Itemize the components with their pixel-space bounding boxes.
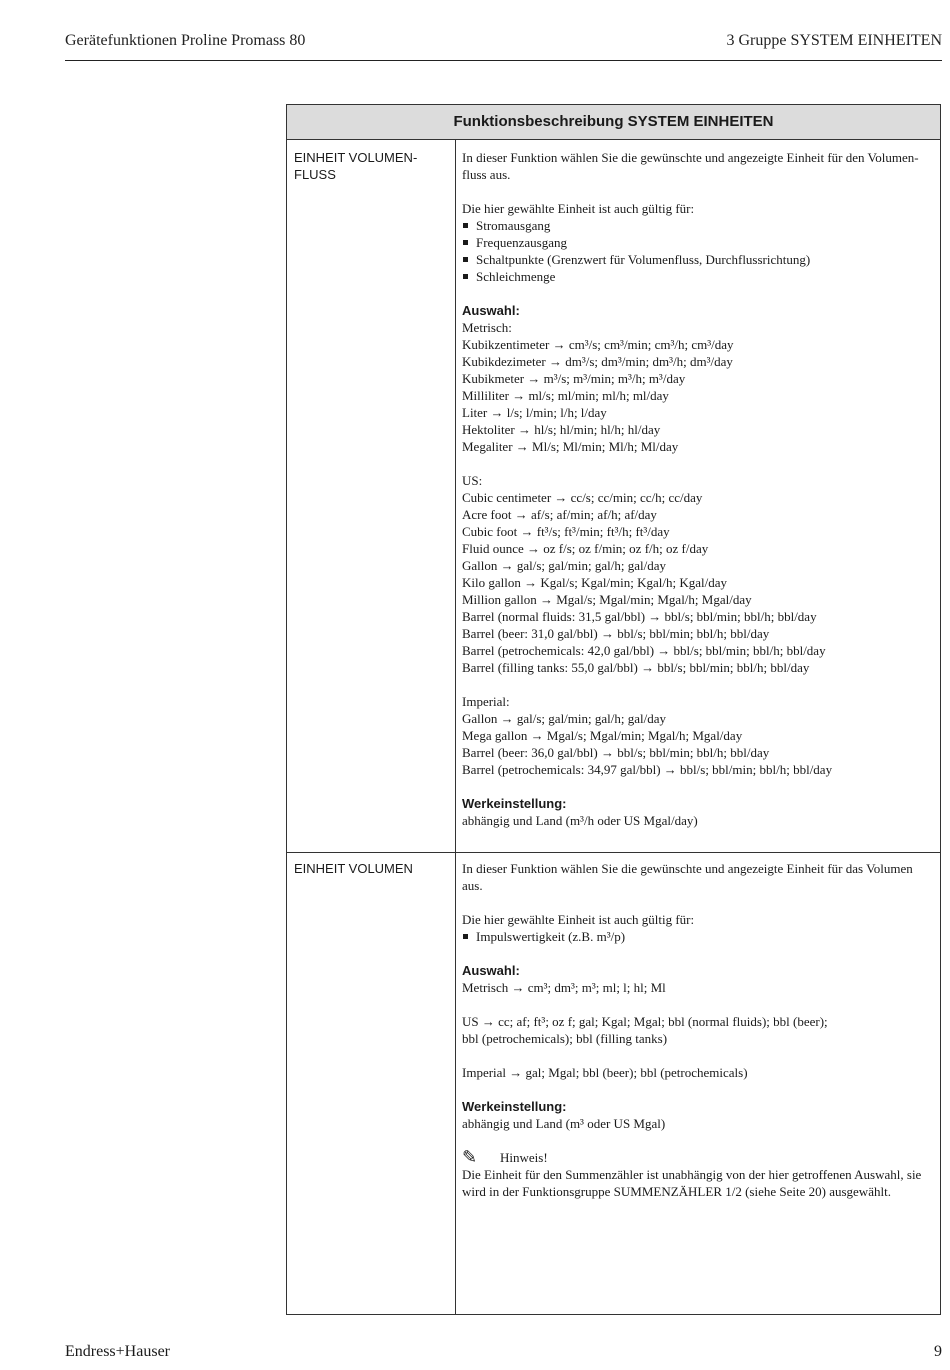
unit-option: Kubikzentimeter → cm³/s; cm³/min; cm³/h; cm³/day <box>462 337 734 352</box>
intro-line: fluss aus. <box>462 167 511 182</box>
page-number: 9 <box>934 1343 942 1360</box>
unit-option: Gallon → gal/s; gal/min; gal/h; gal/day <box>462 558 666 573</box>
function-name-line: EINHEIT VOLUMEN- <box>294 150 418 165</box>
list-item: Stromausgang <box>462 217 937 234</box>
pencil-note-icon: ✎ <box>462 1147 478 1167</box>
imperial-options: Imperial → gal; Mgal; bbl (beer); bbl (petrochemicals) <box>462 1065 748 1080</box>
intro-line: In dieser Funktion wählen Sie die gewünschte und angezeigte Einheit für den Volumen- <box>462 150 919 165</box>
function-table <box>286 104 941 1315</box>
footer-brand: Endress+Hauser <box>65 1343 170 1360</box>
function-name-line: FLUSS <box>294 167 336 182</box>
unit-option: Cubic centimeter → cc/s; cc/min; cc/h; cc/day <box>462 490 703 505</box>
hint-label: Hinweis! <box>500 1150 548 1165</box>
auswahl-label: Auswahl: <box>462 303 520 318</box>
us-label: US: <box>462 473 483 488</box>
hint <box>462 1149 937 1166</box>
unit-option: Kilo gallon → Kgal/s; Kgal/min; Kgal/h; Kgal/day <box>462 575 728 590</box>
us-options: bbl (petrochemicals); bbl (filling tanks) <box>462 1031 668 1046</box>
unit-option: Million gallon → Mgal/s; Mgal/min; Mgal/h; Mgal/day <box>462 592 752 607</box>
valid-for-text: Die hier gewählte Einheit ist auch gültig für: <box>462 912 695 927</box>
table-title: Funktionsbeschreibung SYSTEM EINHEITEN <box>287 105 940 140</box>
function-description-volumenfluss <box>462 149 937 829</box>
hint-text: Die Einheit für den Summenzähler ist unabhängig von der hier getroffenen Auswahl, sie <box>462 1167 922 1182</box>
default-value: abhängig und Land (m³/h oder US Mgal/day) <box>462 813 698 828</box>
unit-option: Hektoliter → hl/s; hl/min; hl/h; hl/day <box>462 422 661 437</box>
header-title: Gerätefunktionen Proline Promass 80 <box>65 32 306 49</box>
unit-option: Kubikmeter → m³/s; m³/min; m³/h; m³/day <box>462 371 686 386</box>
valid-for-list <box>462 928 937 945</box>
auswahl-label: Auswahl: <box>462 963 520 978</box>
default-label: Werkeinstellung: <box>462 1099 567 1114</box>
default-label: Werkeinstellung: <box>462 796 567 811</box>
header-rule <box>65 60 942 61</box>
unit-option: Cubic foot → ft³/s; ft³/min; ft³/h; ft³/day <box>462 524 670 539</box>
metric-label: Metrisch: <box>462 320 512 335</box>
unit-option: Barrel (petrochemicals: 34,97 gal/bbl) → bbl/s; bbl/min; bbl/h; bbl/day <box>462 762 833 777</box>
unit-option: Acre foot → af/s; af/min; af/h; af/day <box>462 507 657 522</box>
function-name-volumenfluss <box>294 149 444 183</box>
unit-option: Kubikdezimeter → dm³/s; dm³/min; dm³/h; dm³/day <box>462 354 733 369</box>
column-divider <box>455 140 456 1314</box>
unit-option: Gallon → gal/s; gal/min; gal/h; gal/day <box>462 711 666 726</box>
list-item: Impulswertigkeit (z.B. m³/p) <box>462 928 937 945</box>
row-divider <box>287 852 940 853</box>
unit-option: Megaliter → Ml/s; Ml/min; Ml/h; Ml/day <box>462 439 679 454</box>
us-options: US → cc; af; ft³; oz f; gal; Kgal; Mgal; bbl (normal fluids); bbl (beer); <box>462 1014 828 1029</box>
list-item: Frequenzausgang <box>462 234 937 251</box>
list-item: Schaltpunkte (Grenzwert für Volumenfluss, Durchflussrichtung) <box>462 251 937 268</box>
intro-line: In dieser Funktion wählen Sie die gewünschte und angezeigte Einheit für das Volumen <box>462 861 913 876</box>
unit-option: Mega gallon → Mgal/s; Mgal/min; Mgal/h; Mgal/day <box>462 728 743 743</box>
metric-options: Metrisch → cm³; dm³; m³; ml; l; hl; Ml <box>462 980 666 995</box>
unit-option: Barrel (beer: 36,0 gal/bbl) → bbl/s; bbl/min; bbl/h; bbl/day <box>462 745 770 760</box>
unit-option: Fluid ounce → oz f/s; oz f/min; oz f/h; oz f/day <box>462 541 709 556</box>
default-value: abhängig und Land (m³ oder US Mgal) <box>462 1116 666 1131</box>
valid-for-text: Die hier gewählte Einheit ist auch gültig für: <box>462 201 695 216</box>
valid-for-list <box>462 217 937 285</box>
function-description-volumen <box>462 860 937 1200</box>
unit-option: Barrel (beer: 31,0 gal/bbl) → bbl/s; bbl/min; bbl/h; bbl/day <box>462 626 770 641</box>
unit-option: Barrel (normal fluids: 31,5 gal/bbl) → bbl/s; bbl/min; bbl/h; bbl/day <box>462 609 817 624</box>
hint-text: wird in der Funktionsgruppe SUMMENZÄHLER 1/2 (siehe Seite 20) ausgewählt. <box>462 1184 891 1199</box>
intro-line: aus. <box>462 878 483 893</box>
imperial-label: Imperial: <box>462 694 510 709</box>
list-item: Schleichmenge <box>462 268 937 285</box>
header-section: 3 Gruppe SYSTEM EINHEITEN <box>726 32 942 49</box>
unit-option: Barrel (filling tanks: 55,0 gal/bbl) → bbl/s; bbl/min; bbl/h; bbl/day <box>462 660 810 675</box>
unit-option: Liter → l/s; l/min; l/h; l/day <box>462 405 607 420</box>
function-name-volumen: EINHEIT VOLUMEN <box>294 861 413 876</box>
unit-option: Milliliter → ml/s; ml/min; ml/h; ml/day <box>462 388 669 403</box>
unit-option: Barrel (petrochemicals: 42,0 gal/bbl) → bbl/s; bbl/min; bbl/h; bbl/day <box>462 643 826 658</box>
